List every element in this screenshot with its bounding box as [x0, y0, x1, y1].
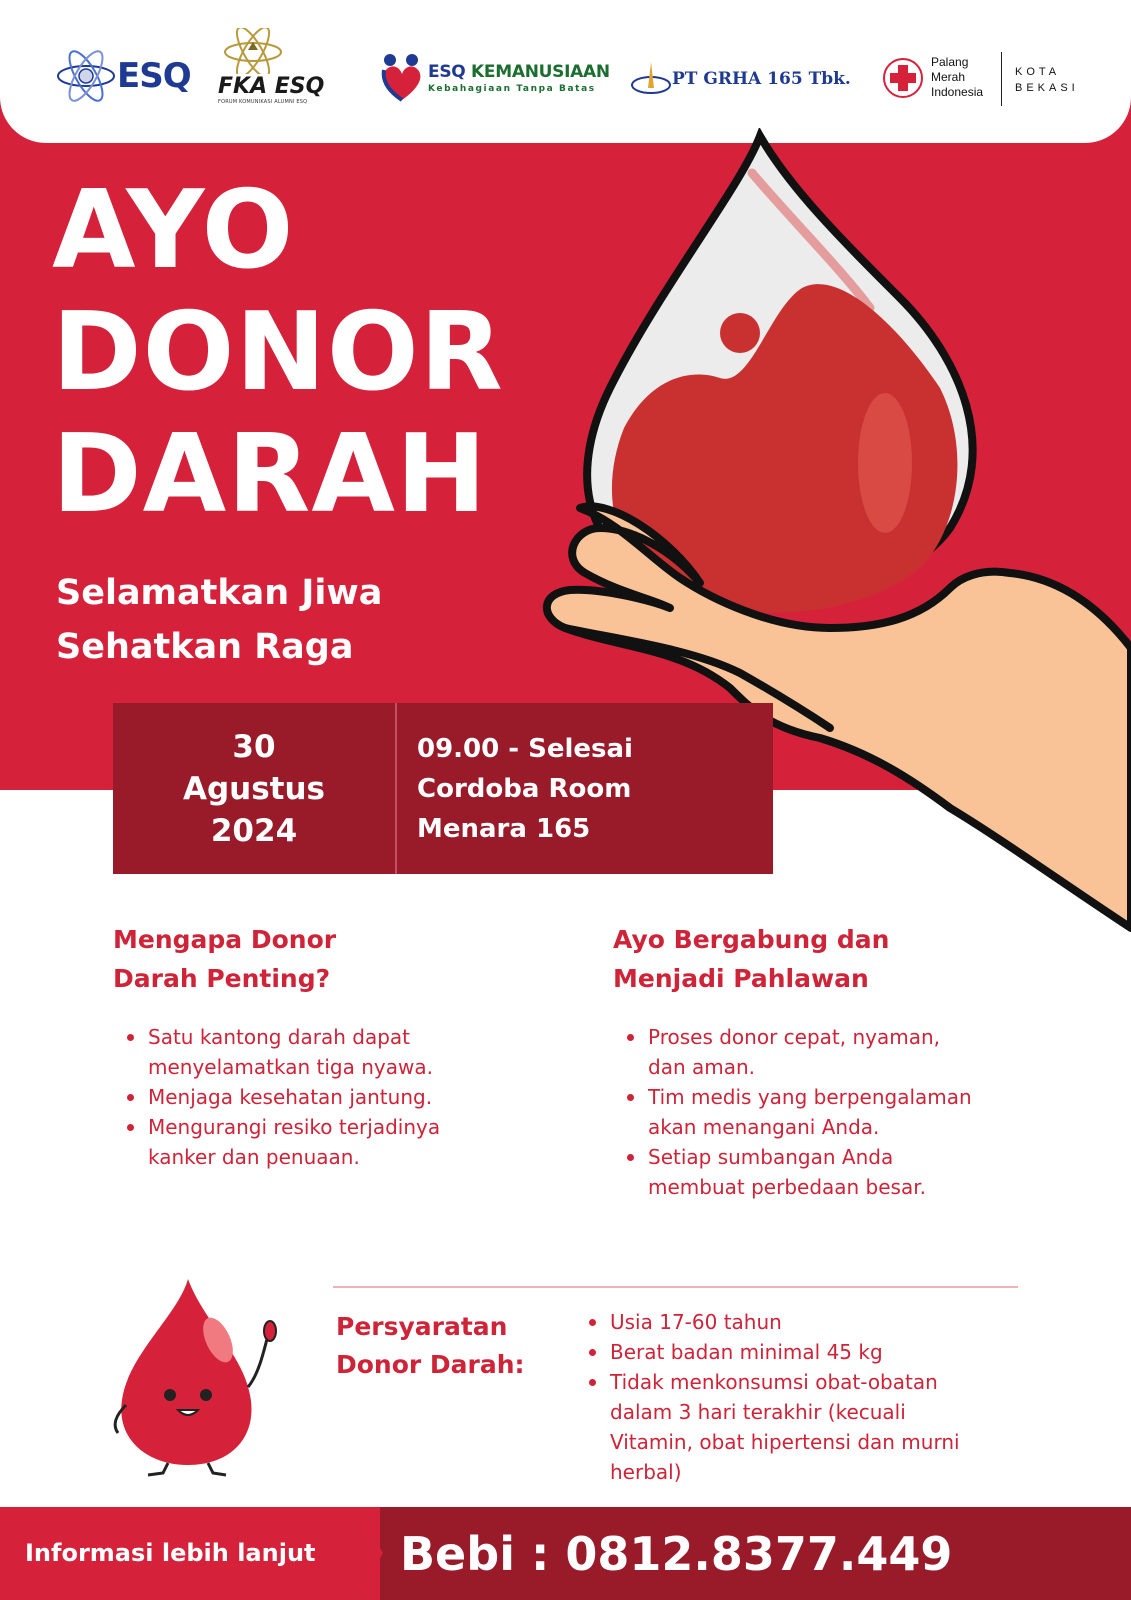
event-details	[397, 703, 773, 874]
pmi-logo	[882, 55, 983, 100]
logo-divider	[1001, 52, 1002, 106]
headline-line-3: DARAH	[52, 412, 488, 537]
event-year: 2024	[210, 812, 298, 849]
grha-165-logo	[630, 58, 851, 100]
list-item: Setiap sumbangan Anda membuat perbedaan besar.	[623, 1142, 1043, 1202]
event-month: Agustus	[182, 770, 326, 807]
list-item: Proses donor cepat, nyaman, dan aman.	[623, 1022, 1043, 1082]
fka-emblem-icon	[218, 28, 288, 74]
grha-emblem-icon	[630, 58, 672, 100]
why-title-line-2: Darah Penting?	[113, 964, 331, 993]
why-title-line-1: Mengapa Donor	[113, 925, 337, 954]
red-cross-icon	[882, 57, 924, 99]
blood-drop-mascot	[108, 1275, 293, 1480]
kemanusiaan-title: ESQ KEMANUSIAAN	[428, 62, 610, 82]
kota-bekasi-logo: KOTA BEKASI	[1015, 66, 1079, 94]
esq-kemanusiaan-logo	[380, 52, 610, 104]
headline-line-1: AYO	[52, 168, 295, 293]
requirements-title: Persyaratan Donor Darah:	[336, 1312, 525, 1379]
heart-people-icon	[380, 52, 424, 104]
list-item: Menjaga kesehatan jantung.	[123, 1082, 533, 1112]
why-list	[123, 1022, 533, 1172]
tagline-line-2: Sehatkan Raga	[56, 627, 354, 667]
join-title-line-2: Menjadi Pahlawan	[613, 964, 869, 993]
kemanusiaan-tagline: Kebahagiaan Tanpa Batas	[428, 84, 596, 94]
join-section	[613, 920, 1043, 1202]
headline-line-2: DONOR	[52, 290, 504, 415]
esq-logo-text: ESQ	[117, 56, 191, 96]
event-info-box	[113, 703, 773, 874]
event-day: 30	[232, 728, 276, 765]
join-list	[623, 1022, 1043, 1202]
event-date	[113, 703, 397, 874]
requirements-list	[585, 1307, 1025, 1487]
list-item: Tidak menkonsumsi obat-obatan dalam 3 hari terakhir (kecuali Vitamin, obat hipertensi dan murni herbal)	[585, 1367, 1025, 1487]
atom-icon	[55, 50, 117, 102]
footer-label: Informasi lebih lanjut	[25, 1539, 316, 1567]
fka-subtext: FORUM KOMUNIKASI ALUMNI ESQ	[218, 99, 308, 105]
tagline-line-1: Selamatkan Jiwa	[56, 573, 383, 613]
section-divider	[333, 1286, 1018, 1288]
contact-phone[interactable]: Bebi : 0812.8377.449	[400, 1527, 953, 1581]
pmi-logo-text: Palang Merah Indonesia	[931, 55, 984, 99]
esq-logo	[55, 50, 191, 102]
grha-logo-text: PT GRHA 165 Tbk.	[672, 69, 851, 89]
list-item: Berat badan minimal 45 kg	[585, 1337, 1025, 1367]
event-time: 09.00 - Selesai	[417, 733, 633, 764]
footer-arrow	[355, 1507, 383, 1599]
list-item: Satu kantong darah dapat menyelamatkan tiga nyawa.	[123, 1022, 533, 1082]
fka-esq-logo	[218, 28, 324, 105]
why-donate-section	[113, 920, 533, 1172]
list-item: Mengurangi resiko terjadinya kanker dan penuaan.	[123, 1112, 533, 1172]
event-room: Cordoba Room	[417, 773, 632, 804]
fka-logo-text: FKA ESQ FORUM KOMUNIKASI ALUMNI ESQ	[218, 74, 325, 105]
event-building: Menara 165	[417, 813, 591, 844]
list-item: Tim medis yang berpengalaman akan menangani Anda.	[623, 1082, 1043, 1142]
list-item: Usia 17-60 tahun	[585, 1307, 1025, 1337]
join-title-line-1: Ayo Bergabung dan	[613, 925, 890, 954]
